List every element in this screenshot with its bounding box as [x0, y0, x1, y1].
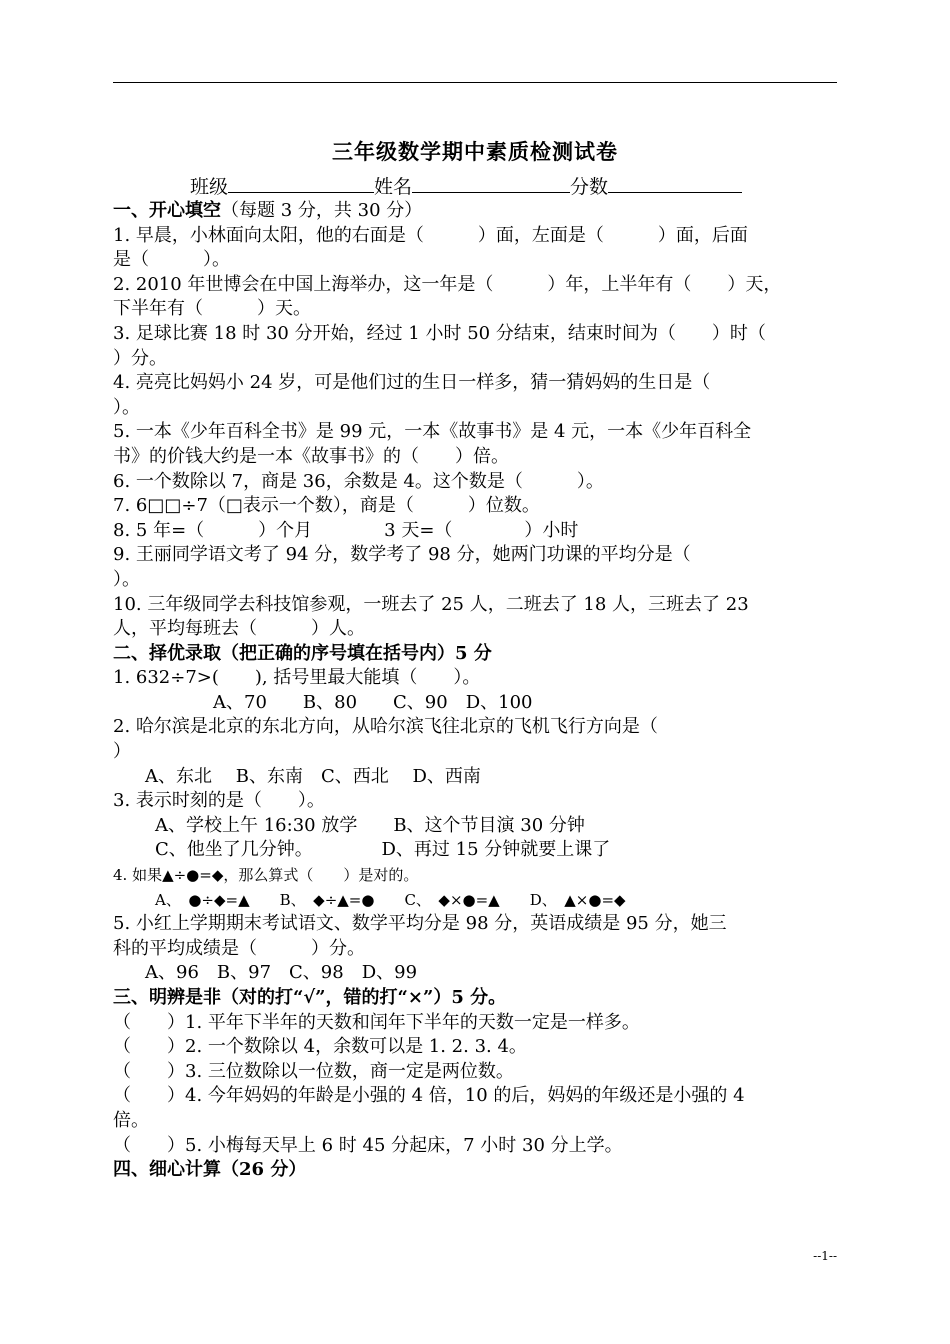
question-line: 10. 三年级同学去科技馆参观，一班去了 25 人，二班去了 18 人，三班去了 23	[113, 593, 749, 615]
question-line: ）分。	[113, 347, 167, 369]
question-line: 1. 早晨，小林面向太阳，他的右面是（ ）面，左面是（ ）面，后面	[113, 224, 748, 246]
question-line: 6. 一个数除以 7，商是 36，余数是 4。这个数是（ ）。	[113, 470, 604, 492]
answer-options: C、他坐了几分钟。 D、再过 15 分钟就要上课了	[155, 839, 611, 861]
question-line: （ ）4. 今年妈妈的年龄是小强的 4 倍，10 的后，妈妈的年级还是小强的 4	[113, 1085, 745, 1107]
question-line: 7. 6□□÷7（□表示一个数），商是（ ）位数。	[113, 495, 540, 517]
question-line: 5. 小红上学期期末考试语文、数学平均分是 98 分，英语成绩是 95 分，她三	[113, 913, 727, 935]
question-line: ）。	[113, 568, 140, 590]
name-blank[interactable]	[412, 172, 570, 193]
question-line: 3. 表示时刻的是（ ）。	[113, 790, 325, 812]
question-line: （ ）3. 三位数除以一位数，商一定是两位数。	[113, 1060, 514, 1082]
question-line: 8. 5 年=（ ）个月 3 天=（ ）小时	[113, 519, 579, 541]
question-line: 倍。	[113, 1109, 149, 1131]
header-rule	[113, 82, 837, 83]
question-line: （ ）5. 小梅每天早上 6 时 45 分起床，7 小时 30 分上学。	[113, 1134, 623, 1156]
question-line: 人，平均每班去（ ）人。	[113, 618, 365, 640]
question-line: 下半年有（ ）天。	[113, 298, 311, 320]
question-line: 9. 王丽同学语文考了 94 分，数学考了 98 分，她两门功课的平均分是（	[113, 544, 691, 566]
question-line: 5. 一本《少年百科全书》是 99 元，一本《故事书》是 4 元，一本《少年百科全	[113, 421, 752, 443]
student-info-line	[190, 172, 742, 199]
question-line: 是（ ）。	[113, 249, 230, 271]
answer-options: A、东北 B、东南 C、西北 D、西南	[145, 765, 481, 787]
section-4-heading: 四、细心计算（26 分）	[113, 1159, 307, 1181]
section-3-heading: 三、明辨是非（对的打“√”，错的打“×”）5 分。	[113, 987, 507, 1008]
question-line: 科的平均成绩是（ ）分。	[113, 937, 365, 959]
question-line: 书》的价钱大约是一本《故事书》的（ ）倍。	[113, 445, 509, 467]
question-line: 2. 2010 年世博会在中国上海举办，这一年是（ ）年，上半年有（ ）天，	[113, 273, 782, 295]
question-line: 3. 足球比赛 18 时 30 分开始，经过 1 小时 50 分结束，结束时间为（ ）时（	[113, 322, 766, 344]
question-line: 2. 哈尔滨是北京的东北方向，从哈尔滨飞往北京的飞机飞行方向是（	[113, 716, 658, 738]
section-1-note: （每题 3 分，共 30 分）	[221, 200, 423, 221]
answer-options: A、96 B、97 C、98 D、99	[145, 962, 418, 984]
class-label: 班级	[190, 176, 229, 198]
answer-options: A、学校上午 16:30 放学 B、这个节目演 30 分钟	[155, 814, 585, 836]
class-blank[interactable]	[228, 172, 374, 193]
question-line: （ ）1. 平年下半年的天数和闰年下半年的天数一定是一样多。	[113, 1011, 640, 1033]
question-line: ）	[113, 741, 131, 763]
question-line: ）。	[113, 396, 140, 418]
section-1-heading: 一、开心填空（每题 3 分，共 30 分）	[113, 200, 423, 221]
page-title: 三年级数学期中素质检测试卷	[332, 139, 618, 164]
score-label: 分数	[570, 176, 609, 198]
name-label: 姓名	[374, 176, 413, 198]
question-line: 4. 亮亮比妈妈小 24 岁，可是他们过的生日一样多，猜一猜妈妈的生日是（	[113, 372, 711, 394]
exam-content	[113, 199, 837, 1183]
answer-options: A、 ●÷◆=▲ B、 ◆÷▲=● C、 ◆×●=▲ D、 ▲×●=◆	[155, 890, 626, 909]
page-number: --1--	[813, 1249, 837, 1263]
score-blank[interactable]	[608, 172, 742, 193]
question-line: 1. 632÷7>( ), 括号里最大能填（ ）。	[113, 667, 481, 689]
question-line: （ ）2. 一个数除以 4，余数可以是 1. 2. 3. 4。	[113, 1036, 527, 1058]
section-2-heading: 二、择优录取（把正确的序号填在括号内）5 分	[113, 642, 492, 664]
answer-options: A、70 B、80 C、90 D、100	[213, 691, 533, 713]
question-line: 4. 如果▲÷●=◆，那么算式（ ）是对的。	[113, 866, 419, 885]
